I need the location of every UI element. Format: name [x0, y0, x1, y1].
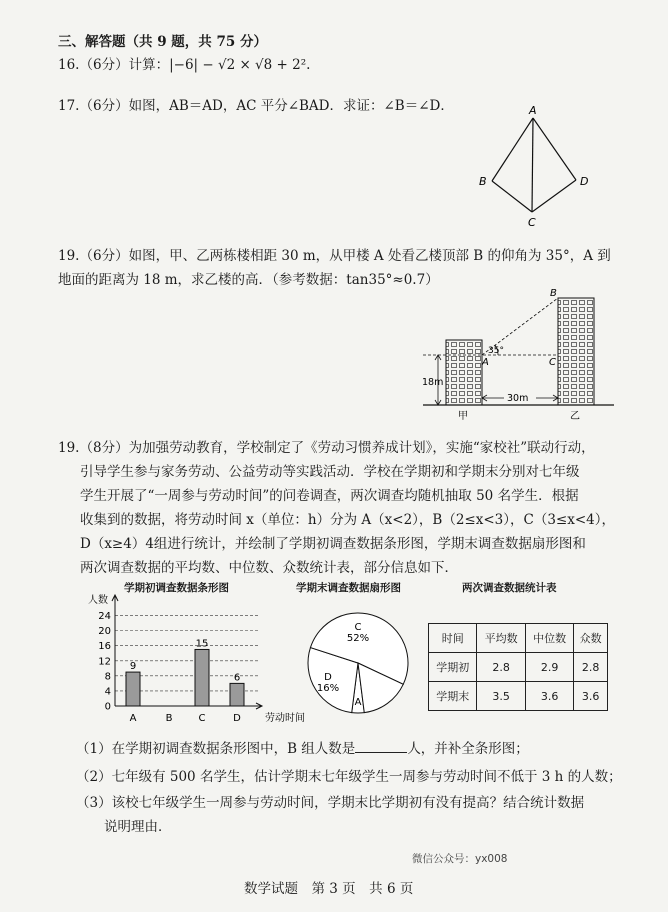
building-yi	[558, 298, 594, 405]
bar	[195, 649, 209, 706]
x-axis-label: 劳动时间	[265, 713, 305, 724]
y-tick-label: 8	[104, 671, 111, 683]
label-a: A	[529, 105, 537, 117]
q19a-number: 19.	[58, 248, 80, 264]
answer-blank	[355, 740, 407, 753]
segment-ad	[533, 118, 576, 180]
q19b-line2: 引导学生参与家务劳动、公益劳动等实践活动．学校在学期初和学期末分别对七年级	[80, 464, 580, 480]
y-tick-label: 20	[98, 626, 111, 638]
q19b-line5: D（x≥4）4组进行统计，并绘制了学期初调查数据条形图，学期末调查数据扇形图和	[80, 536, 586, 552]
label-a: A	[482, 357, 489, 368]
bar-value-label: 9	[129, 661, 137, 673]
table-cell: 学期初	[429, 653, 477, 682]
table-cell: 学期末	[429, 682, 477, 711]
q16-number: 16.	[58, 57, 80, 73]
table-cell: 3.6	[574, 682, 608, 711]
building-jia	[446, 340, 482, 405]
q19b-line1: 为加强劳动教育，学校制定了《劳动习惯养成计划》，实施“家校社”联动行动，	[128, 440, 595, 456]
x-tick-label: C	[198, 713, 206, 724]
label-right-building: 乙	[570, 411, 580, 422]
question-19-buildings	[58, 244, 611, 264]
sub1-text-before: （1）在学期初调查数据条形图中，B 组人数是	[76, 741, 356, 757]
q19b-line3: 学生开展了“一周参与劳动时间”的问卷调查，两次调查均随机抽取 50 名学生．根据	[80, 488, 579, 504]
table-header-row	[429, 624, 608, 653]
sub-question-2: （2）七年级有 500 名学生，估计学期末七年级学生一周参与劳动时间不低于 3 h 的人数；	[76, 769, 622, 785]
question-17	[58, 94, 454, 114]
pie-slice-label: D	[324, 672, 332, 683]
y-tick-label: 12	[98, 656, 111, 668]
table-header-cell: 平均数	[477, 624, 525, 653]
table-row	[429, 653, 608, 682]
q17-score: （6分）	[79, 98, 129, 114]
q19b-line4: 收集到的数据，将劳动时间 x（单位：h）分为 A（x<2），B（2≤x<3），C（3≤x<4），	[80, 512, 615, 528]
sub-question-3: （3）该校七年级学生一周参与劳动时间，学期末比学期初有没有提高？结合统计数据	[76, 795, 585, 811]
q19a-line1: 如图，甲、乙两栋楼相距 30 m，从甲楼 A 处看乙楼顶部 B 的仰角为 35°，A 到	[128, 248, 611, 264]
segment-ac	[532, 118, 533, 212]
table-row	[429, 682, 608, 711]
label-c: C	[549, 357, 556, 368]
label-c: C	[528, 216, 536, 229]
bar	[230, 683, 244, 706]
pie-chart-title: 学期末调查数据扇形图	[296, 582, 401, 594]
y-tick-label: 0	[104, 701, 111, 713]
pie-chart	[300, 605, 420, 725]
bar	[126, 672, 140, 706]
segment-ab	[492, 118, 533, 181]
q19b-number: 19.	[58, 440, 80, 456]
y-axis-label: 人数	[88, 595, 108, 606]
stats-table	[428, 623, 608, 711]
table-header-cell: 中位数	[525, 624, 573, 653]
section-title: 三、解答题（共 9 题，共 75 分）	[58, 34, 267, 50]
table-cell: 3.6	[525, 682, 573, 711]
q17-number: 17.	[58, 98, 80, 114]
y-tick-label: 16	[98, 641, 111, 653]
label-height: 18m	[422, 377, 444, 388]
x-tick-label: A	[129, 713, 137, 724]
table-cell: 3.5	[477, 682, 525, 711]
q19b-score: （8分）	[79, 440, 129, 456]
q16-text: 计算：|−6| − √2 × √8 + 2².	[128, 57, 311, 73]
table-cell: 2.9	[525, 653, 573, 682]
label-left-building: 甲	[458, 411, 468, 422]
label-d: D	[580, 175, 589, 188]
table-title: 两次调查数据统计表	[462, 582, 557, 594]
bar-chart	[80, 590, 310, 730]
table-cell: 2.8	[477, 653, 525, 682]
q19a-buildings-figure	[418, 285, 618, 425]
table-header-cell: 时间	[429, 624, 477, 653]
page-footer: 数学试题 第 3 页 共 6 页	[244, 881, 414, 897]
pie-slice-label: C	[354, 622, 362, 633]
q19b-line6: 两次调查数据的平均数、中位数、众数统计表，部分信息如下．	[80, 560, 458, 576]
question-16	[58, 53, 310, 73]
q17-kite-figure	[465, 105, 600, 235]
sub1-text-after: 人，并补全条形图；	[407, 741, 529, 757]
watermark: 微信公众号：yx008	[412, 853, 508, 865]
pie-slice-label: A	[354, 697, 362, 708]
q19a-line2: 地面的距离为 18 m，求乙楼的高．（参考数据：tan35°≈0.7）	[58, 272, 439, 288]
q17-text: 如图，AB＝AD，AC 平分∠BAD．求证：∠B＝∠D．	[128, 98, 454, 114]
sub-question-3-cont: 说明理由．	[104, 819, 172, 835]
x-tick-label: D	[233, 713, 241, 724]
bar-value-label: 6	[233, 672, 241, 684]
bar-value-label: 15	[195, 638, 209, 650]
x-tick-label: B	[165, 713, 173, 724]
segment-dc	[532, 180, 576, 212]
sub-question-1	[76, 737, 529, 757]
table-header-cell: 众数	[574, 624, 608, 653]
pie-slice-label: 16%	[316, 683, 340, 694]
pie-slice-label: 52%	[346, 633, 370, 644]
q19a-score: （6分）	[79, 248, 129, 264]
y-tick-label: 4	[104, 686, 111, 698]
label-distance: 30m	[507, 393, 529, 404]
y-tick-label: 24	[98, 611, 111, 623]
q16-score: （6分）	[79, 57, 129, 73]
question-19-survey	[58, 436, 618, 580]
table-cell: 2.8	[574, 653, 608, 682]
label-angle: 35°	[488, 346, 504, 356]
label-b: B	[479, 175, 487, 188]
label-b: B	[550, 288, 557, 299]
bar-chart-title: 学期初调查数据条形图	[124, 582, 229, 594]
segment-bc	[492, 181, 532, 212]
